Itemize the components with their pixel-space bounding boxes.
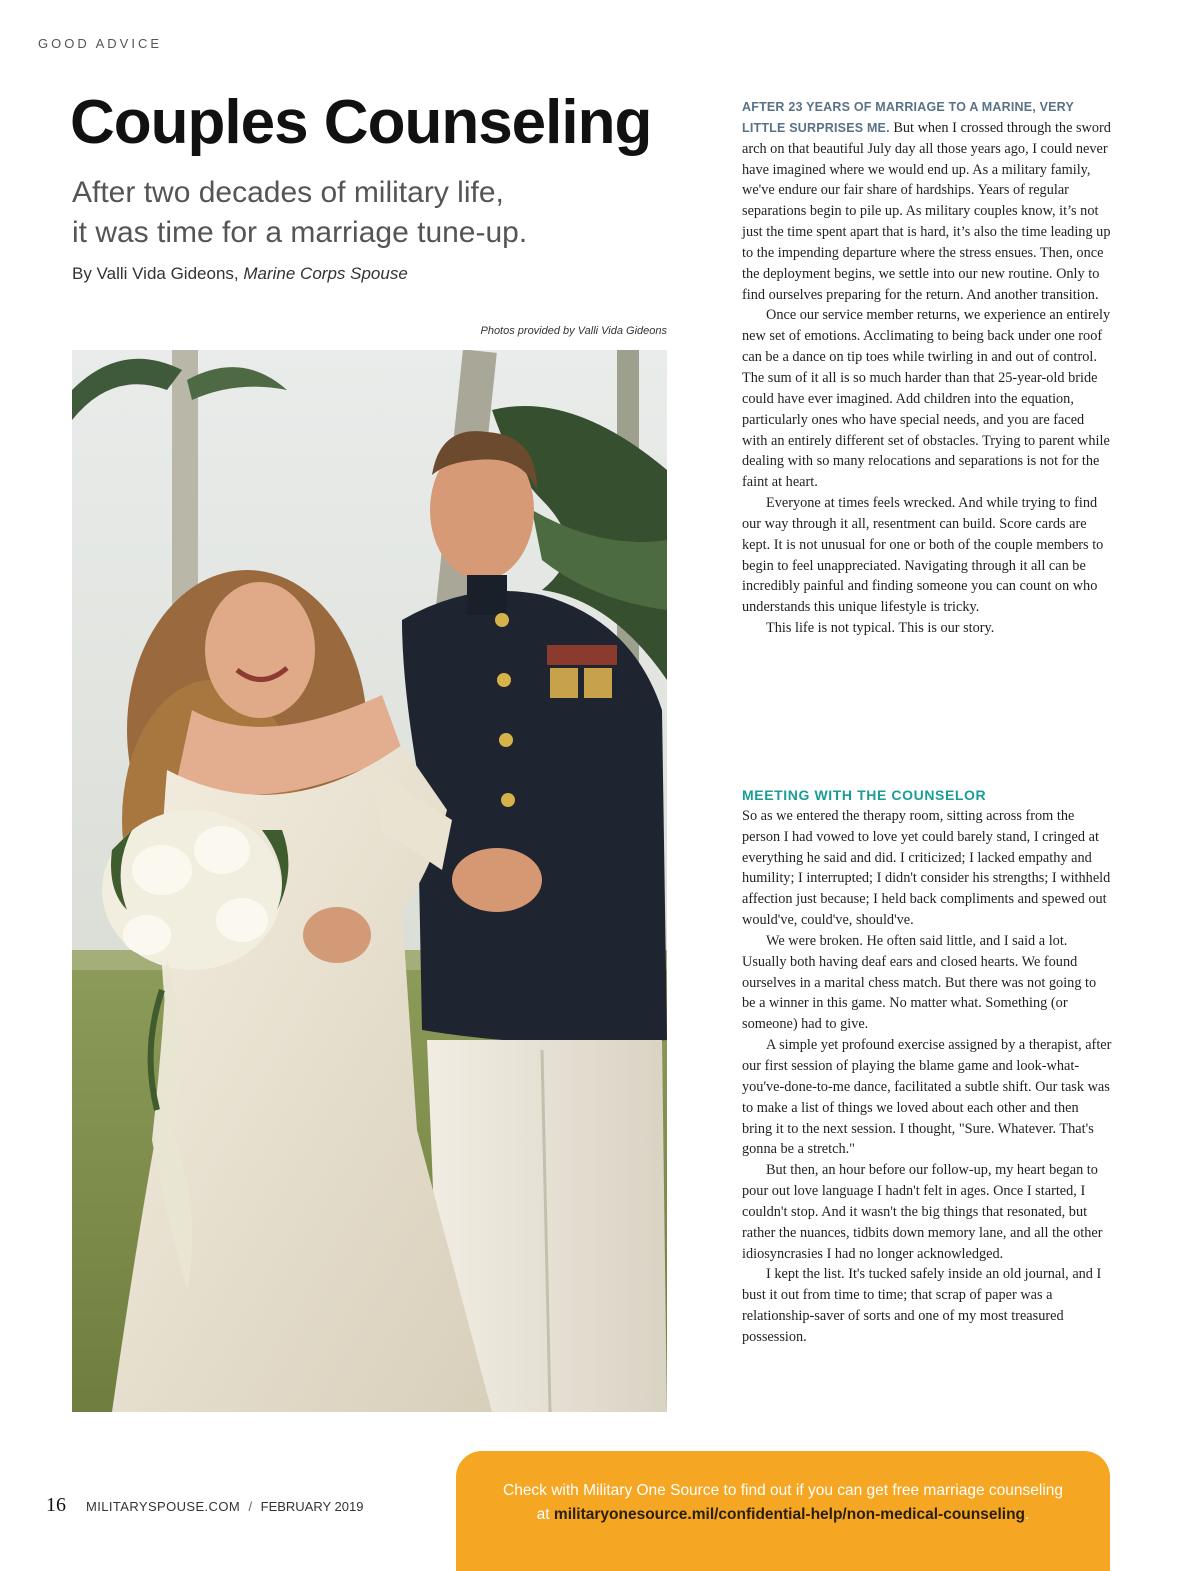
byline [72, 264, 408, 284]
photo-credit: Photos provided by Valli Vida Gideons [480, 325, 667, 337]
paragraph-5: So as we entered the therapy room, sitting across from the person I had vowed to love yet could barely stand, I cringed at everything he said and did. I criticized; I lacked empathy and humility; I interrupted; I didn't consider his strengths; I withheld affection just because; I held back compliments and spewed out would've, could've, should've. [742, 807, 1111, 929]
article-column-1 [742, 97, 1112, 639]
article-column-2 [742, 785, 1112, 1348]
paragraph-1-text: But when I crossed through the sword arch on that beautiful July day all those years ago, I could never have imagined where we would end up. As a military family, we've endure our fair share of hardships. Years of regular separations begin to pile up. As military couples know, it’s not just the time spent apart that is hard, it’s also the time leading up to the impending departure where the stress ensues. Then, once the deployment begins, we settle into our new routine. Only to find ourselves preparing for the return. And another transition. [742, 119, 1111, 303]
issue-date: FEBRUARY 2019 [260, 1499, 364, 1514]
article-title: Couples Counseling [70, 88, 652, 157]
page-number: 16 [46, 1494, 66, 1516]
subtitle-line-1: After two decades of military life, [72, 176, 504, 209]
paragraph-9: I kept the list. It's tucked safely inside an old journal, and I bust it out from time to time; that scrap of paper was a relationship-saver of sorts and one of my most treasured possession. [742, 1266, 1102, 1345]
paragraph-7: A simple yet profound exercise assigned by a therapist, after our first session of playing the blame game and look-what-you've-done-to-me dance, facilitated a subtle shift. Our task was to make a list of things we loved about each other and then bring it to the next session. I thought, "Sure. Whatever. That's gonna be a stretch." [742, 1037, 1112, 1158]
byline-role: Marine Corps Spouse [243, 264, 408, 283]
wedding-photo [72, 350, 667, 1412]
promo-at: at [536, 1506, 554, 1523]
paragraph-6: We were broken. He often said little, and I said a lot. Usually both having deaf ears and closed hearts. We found ourselves in a marital chess match. But there was not going to be a winner in this game. No matter what. Something (or someone) had to give. [742, 932, 1097, 1033]
promo-link[interactable]: militaryonesource.mil/confidential-help/non-medical-counseling [553, 1506, 1026, 1523]
promo-link-line [480, 1503, 1086, 1527]
counseling-promo-box [456, 1451, 1110, 1571]
promo-period: . [1025, 1506, 1030, 1523]
publication-name: MILITARYSPOUSE.COM [86, 1499, 241, 1514]
byline-author: By Valli Vida Gideons, [72, 264, 239, 283]
article-subtitle [72, 173, 672, 253]
section-subhead: MEETING WITH THE COUNSELOR [742, 787, 987, 803]
promo-text: Check with Military One Source to find out if you can get free marriage counseling [503, 1482, 1063, 1499]
paragraph-3: Everyone at times feels wrecked. And while trying to find our way through it all, resentment can build. Score cards are kept. It is not unusual for one or both of the couple members to begin to feel unappreciated. Navigating through it all can be incredibly painful and finding someone you can count on who understands this unique lifestyle is tricky. [742, 495, 1104, 616]
paragraph-4: This life is not typical. This is our story. [766, 620, 995, 637]
section-label: GOOD ADVICE [38, 36, 163, 51]
subtitle-line-2: it was time for a marriage tune-up. [72, 216, 528, 249]
lead-in: AFTER 23 YEARS OF MARRIAGE TO A MARINE, VERY LITTLE SURPRISES ME. [742, 100, 1074, 135]
wedding-photo-illustration [72, 350, 667, 1412]
paragraph-2: Once our service member returns, we experience an entirely new set of emotions. Acclimating to being back under one roof can be a dance on tip toes while twirling in and out of control. The sum of it all is so much harder than that 25-year-old bride could have ever imagined. Add children into the equation, particularly ones who have special needs, and you are faced with an entirely different set of obstacles. Trying to parent while dealing with so many relocations and separations is not for the faint at heart. [742, 307, 1111, 491]
paragraph-1 [742, 97, 1112, 305]
paragraph-8: But then, an hour before our follow-up, my heart began to pour out love language I hadn't felt in ages. Once I started, I couldn't stop. And it wasn't the big things that resonated, but rather the nuances, tidbits down memory lane, and all the other idiosyncrasies I had no longer acknowledged. [742, 1162, 1103, 1262]
page-footer [46, 1494, 363, 1517]
footer-separator: / [248, 1499, 253, 1514]
